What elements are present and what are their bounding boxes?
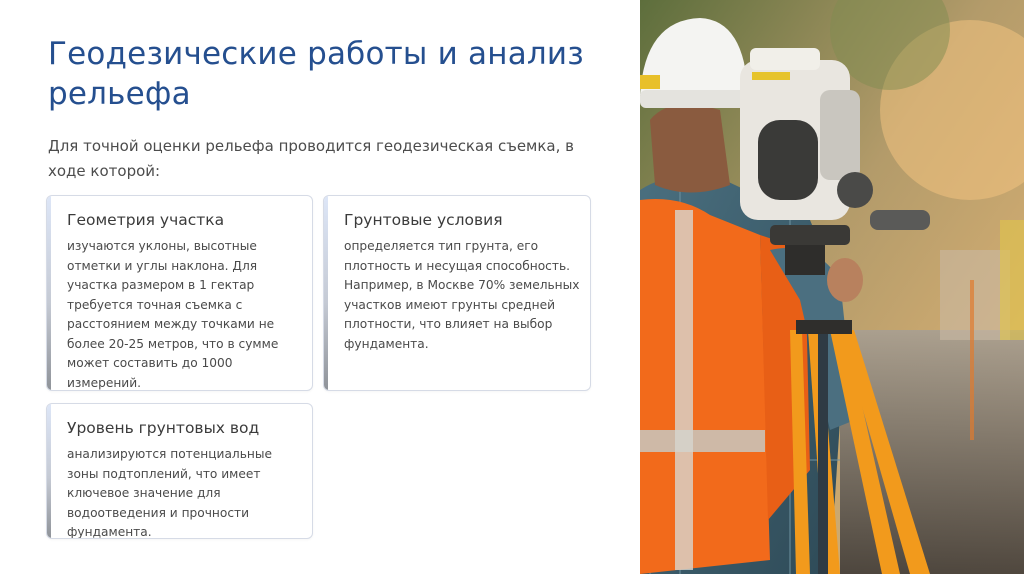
card-title: Уровень грунтовых вод	[67, 419, 260, 437]
card-body: определяется тип грунта, его плотность и несущая способность. Например, в Москве 70% земельных участков имеют грунты средней плотности, что влияет на выбор фундамента.	[344, 239, 580, 351]
surveyor-illustration	[640, 0, 1024, 574]
slide-title: Геодезические работы и анализ рельефа	[48, 36, 584, 112]
card-body: анализируются потенциальные зоны подтоплений, что имеет ключевое значение для водоотведения и прочности фундамента.	[67, 447, 272, 539]
card-groundwater-level	[46, 403, 313, 539]
surveyor-photo	[640, 0, 1024, 574]
card-soil-conditions	[323, 195, 591, 391]
card-title: Геометрия участка	[67, 211, 225, 229]
card-site-geometry	[46, 195, 313, 391]
card-body: изучаются уклоны, высотные отметки и углы наклона. Для участка размером в 1 гектар требуется точная съемка с расстоянием между точками не более 20-25 метров, что в сумме может составить до 1000 измерений.	[67, 239, 279, 390]
intro-text: Для точной оценки рельефа проводится геодезическая съемка, в ходе которой:	[48, 137, 574, 180]
card-title: Грунтовые условия	[344, 211, 503, 229]
